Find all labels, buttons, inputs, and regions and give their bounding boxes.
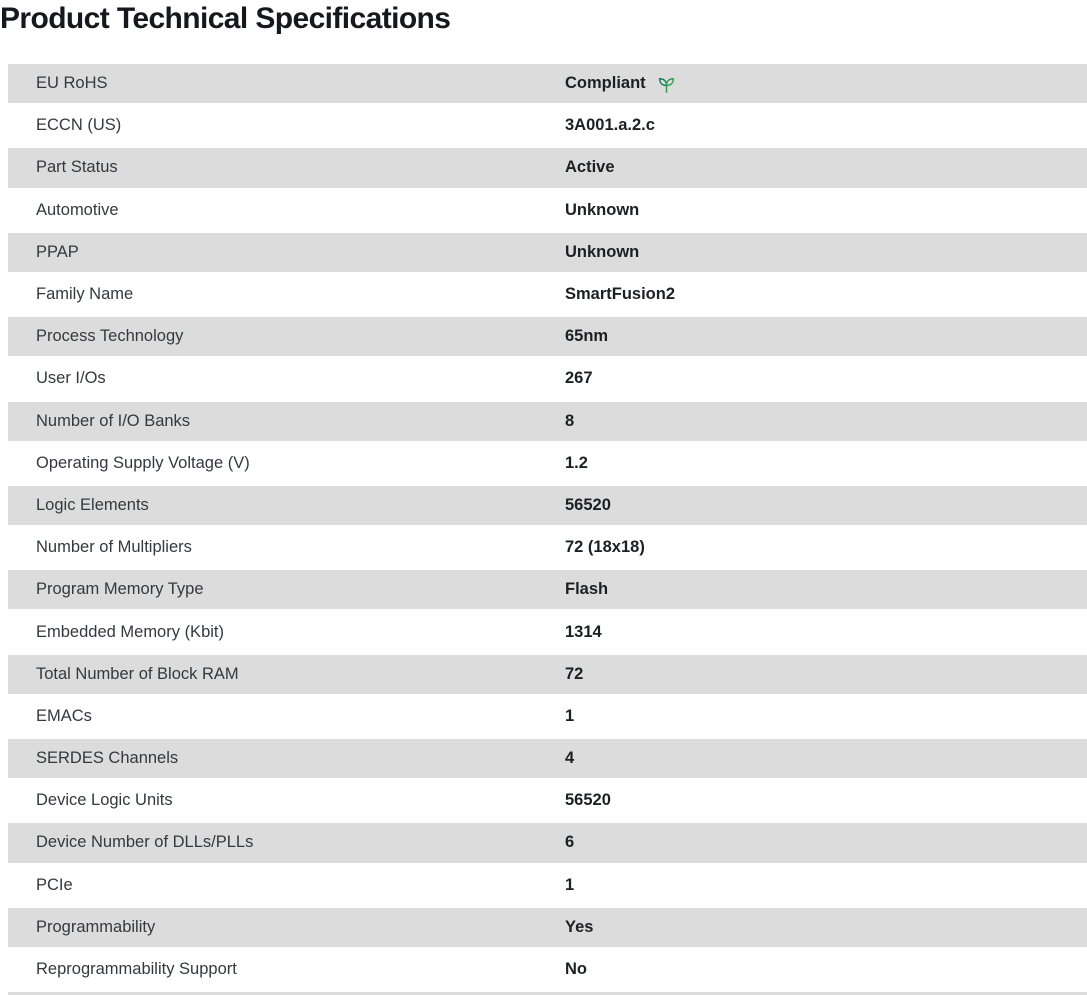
spec-row — [8, 655, 1087, 697]
spec-value — [565, 496, 611, 515]
spec-label: Device Number of DLLs/PLLs — [36, 833, 254, 852]
spec-value-text: 1 — [565, 875, 575, 894]
page-title: Product Technical Specifications — [0, 2, 451, 35]
spec-value-text: Unknown — [565, 200, 640, 219]
spec-value-text: 1 — [565, 706, 575, 725]
spec-value-text: Yes — [565, 917, 594, 936]
spec-value — [565, 158, 615, 177]
spec-value — [565, 580, 608, 599]
spec-row — [8, 781, 1087, 823]
spec-value-text: 56520 — [565, 495, 611, 514]
spec-row — [8, 148, 1087, 190]
spec-value — [565, 116, 655, 135]
spec-value-text: 65nm — [565, 327, 609, 346]
spec-row — [8, 317, 1087, 359]
spec-value-text: No — [565, 960, 587, 979]
spec-row — [8, 612, 1087, 654]
spec-row — [8, 739, 1087, 781]
spec-value-text: 1314 — [565, 622, 602, 641]
spec-label: User I/Os — [36, 369, 106, 388]
spec-value-text: Active — [565, 158, 615, 177]
spec-value-text: 72 (18x18) — [565, 538, 645, 557]
spec-row — [8, 444, 1087, 486]
spec-value — [565, 623, 602, 642]
spec-value — [565, 285, 675, 304]
spec-row — [8, 908, 1087, 950]
spec-label: Number of Multipliers — [36, 538, 192, 557]
spec-table — [8, 64, 1087, 995]
spec-value — [565, 876, 574, 895]
spec-row — [8, 528, 1087, 570]
spec-rows-container — [8, 64, 1087, 992]
spec-value-text: 8 — [565, 411, 575, 430]
spec-value — [565, 833, 574, 852]
spec-value-text: 56520 — [565, 791, 611, 810]
rohs-compliant-leaf-icon — [656, 75, 677, 95]
spec-label: Program Memory Type — [36, 580, 204, 599]
spec-value-text: Unknown — [565, 242, 640, 261]
spec-label: EMACs — [36, 706, 92, 725]
spec-value — [565, 707, 574, 726]
spec-row — [8, 823, 1087, 865]
spec-value — [565, 412, 574, 431]
spec-value — [565, 73, 677, 95]
spec-value — [565, 454, 588, 473]
spec-label: Programmability — [36, 917, 156, 936]
spec-value — [565, 918, 593, 937]
spec-row — [8, 191, 1087, 233]
spec-label: Embedded Memory (Kbit) — [36, 622, 224, 641]
spec-label: EU RoHS — [36, 74, 108, 93]
spec-row — [8, 64, 1087, 106]
spec-value-text: SmartFusion2 — [565, 285, 676, 304]
spec-value-text: 72 — [565, 664, 584, 683]
spec-row — [8, 275, 1087, 317]
spec-label: Total Number of Block RAM — [36, 664, 239, 683]
spec-row — [8, 570, 1087, 612]
spec-label: PPAP — [36, 242, 79, 261]
spec-value-text: Compliant — [565, 74, 646, 93]
spec-row — [8, 486, 1087, 528]
spec-value-text: 4 — [565, 749, 575, 768]
spec-value — [565, 791, 611, 810]
spec-label: Device Logic Units — [36, 791, 173, 810]
spec-value — [565, 243, 639, 262]
spec-label: Process Technology — [36, 327, 184, 346]
spec-row — [8, 697, 1087, 739]
spec-row — [8, 359, 1087, 401]
spec-value-text: 1.2 — [565, 453, 588, 472]
spec-value — [565, 538, 645, 557]
spec-label: Reprogrammability Support — [36, 960, 237, 979]
spec-label: SERDES Channels — [36, 749, 179, 768]
spec-value — [565, 201, 639, 220]
spec-row — [8, 950, 1087, 992]
spec-value — [565, 960, 587, 979]
spec-row — [8, 106, 1087, 148]
spec-label: Logic Elements — [36, 495, 149, 514]
spec-value-text: 267 — [565, 369, 593, 388]
spec-value-text: Flash — [565, 580, 609, 599]
spec-row — [8, 233, 1087, 275]
spec-value — [565, 749, 574, 768]
spec-row — [8, 866, 1087, 908]
spec-label: Part Status — [36, 158, 118, 177]
spec-value — [565, 665, 583, 684]
spec-value — [565, 327, 608, 346]
spec-value-text: 3A001.a.2.c — [565, 116, 655, 135]
spec-value-text: 6 — [565, 833, 575, 852]
spec-label: Number of I/O Banks — [36, 411, 191, 430]
spec-value — [565, 369, 593, 388]
spec-label: ECCN (US) — [36, 116, 122, 135]
spec-label: Automotive — [36, 200, 119, 219]
spec-label: PCIe — [36, 875, 73, 894]
spec-label: Operating Supply Voltage (V) — [36, 453, 250, 472]
spec-row — [8, 402, 1087, 444]
spec-label: Family Name — [36, 285, 134, 304]
